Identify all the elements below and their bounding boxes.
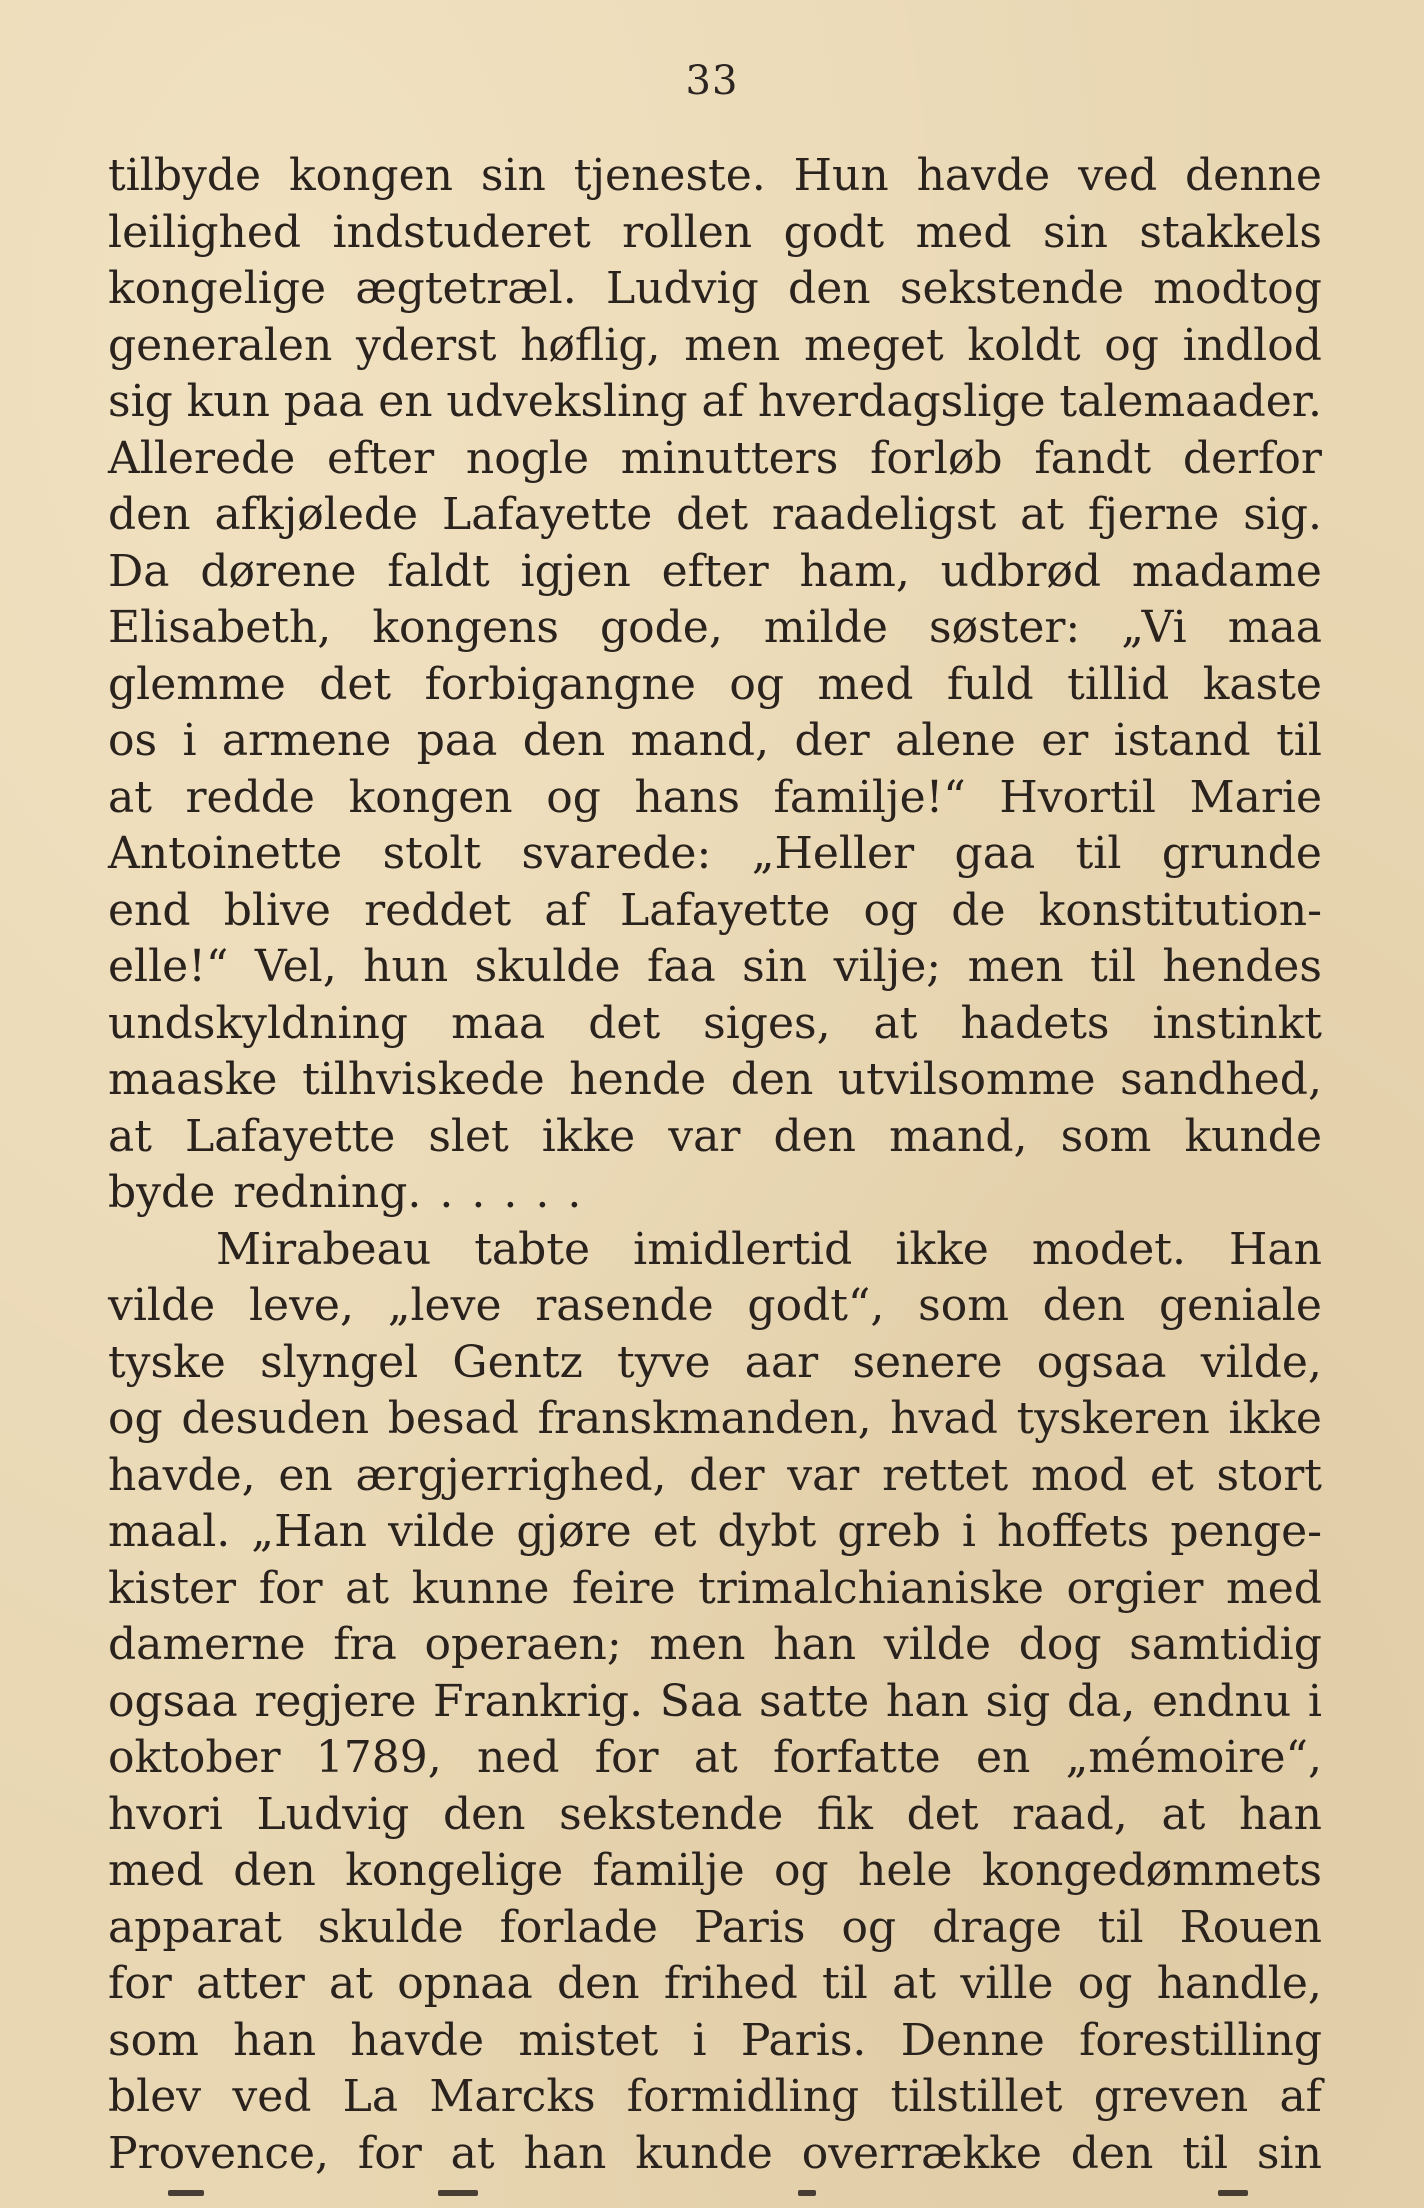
text-line: og desuden besad franskmanden, hvad tyskeren ikke xyxy=(108,1393,1322,1444)
text-line: den afkjølede Lafayette det raadeligst at fjerne sig. xyxy=(108,489,1322,540)
text-line: glemme det forbigangne og med fuld tillid kaste xyxy=(108,658,1322,710)
text-line: oktober 1789, ned for at forfatte en „mémoire“, xyxy=(108,1732,1322,1783)
text-line: Da dørene faldt igjen efter ham, udbrød madame xyxy=(108,545,1322,597)
text-line: Mirabeau tabte imidlertid ikke modet. Han xyxy=(216,1223,1322,1275)
text-line: end blive reddet af Lafayette og de konstitution- xyxy=(108,884,1322,936)
text-line: generalen yderst høflig, men meget koldt og indlod xyxy=(108,319,1322,371)
text-line: undskyldning maa det siges, at hadets instinkt xyxy=(108,997,1322,1049)
text-line: kister for at kunne feire trimalchianiske orgier med xyxy=(108,1562,1322,1614)
text-line: sig kun paa en udveksling af hverdagslige talemaader. xyxy=(108,376,1322,427)
text-line: for atter at opnaa den frihed til at ville og handle, xyxy=(108,1958,1322,2009)
text-line: med den kongelige familje og hele kongedømmets xyxy=(108,1845,1322,1896)
text-line: elle!“ Vel, hun skulde faa sin vilje; men til hendes xyxy=(108,941,1322,992)
page-number: 33 xyxy=(685,58,739,104)
text-line: vilde leve, „leve rasende godt“, som den geniale xyxy=(108,1280,1322,1331)
text-line: tilbyde kongen sin tjeneste. Hun havde ved denne xyxy=(108,150,1322,201)
text-line: byde redning. . . . . . xyxy=(108,1167,582,1218)
text-line: blev ved La Marcks formidling tilstillet greven af xyxy=(108,2071,1322,2122)
text-line: Antoinette stolt svarede: „Heller gaa til grunde xyxy=(108,828,1322,879)
text-line: maaske tilhviskede hende den utvilsomme sandhed, xyxy=(108,1054,1322,1105)
body-text xyxy=(108,148,1322,2182)
text-line: leilighed indstuderet rollen godt med sin stakkels xyxy=(108,206,1322,258)
text-line: maal. „Han vilde gjøre et dybt greb i hoffets penge- xyxy=(108,1506,1322,1557)
text-line: at Lafayette slet ikke var den mand, som kunde xyxy=(108,1110,1322,1162)
text-line: at redde kongen og hans familje!“ Hvortil Marie xyxy=(108,771,1322,823)
cut-off-line-fragment xyxy=(108,2190,1322,2208)
text-line: os i armene paa den mand, der alene er istand til xyxy=(108,715,1322,766)
text-line: Allerede efter nogle minutters forløb fandt derfor xyxy=(108,432,1322,484)
text-line: som han havde mistet i Paris. Denne forestilling xyxy=(108,2014,1322,2066)
text-line: havde, en ærgjerrighed, der var rettet mod et stort xyxy=(108,1449,1322,1501)
text-line: hvori Ludvig den sekstende fik det raad, at han xyxy=(108,1788,1322,1840)
text-line: apparat skulde forlade Paris og drage til Rouen xyxy=(108,1901,1322,1953)
text-line: tyske slyngel Gentz tyve aar senere ogsaa vilde, xyxy=(108,1336,1322,1388)
text-line: Elisabeth, kongens gode, milde søster: „Vi maa xyxy=(108,602,1322,653)
text-line: damerne fra operaen; men han vilde dog samtidig xyxy=(108,1619,1322,1670)
text-line: ogsaa regjere Frankrig. Saa satte han sig da, endnu i xyxy=(108,1675,1322,1727)
text-line: kongelige ægtetræl. Ludvig den sekstende modtog xyxy=(108,263,1322,314)
text-line: Provence, for at han kunde overrække den til sin xyxy=(108,2127,1322,2179)
